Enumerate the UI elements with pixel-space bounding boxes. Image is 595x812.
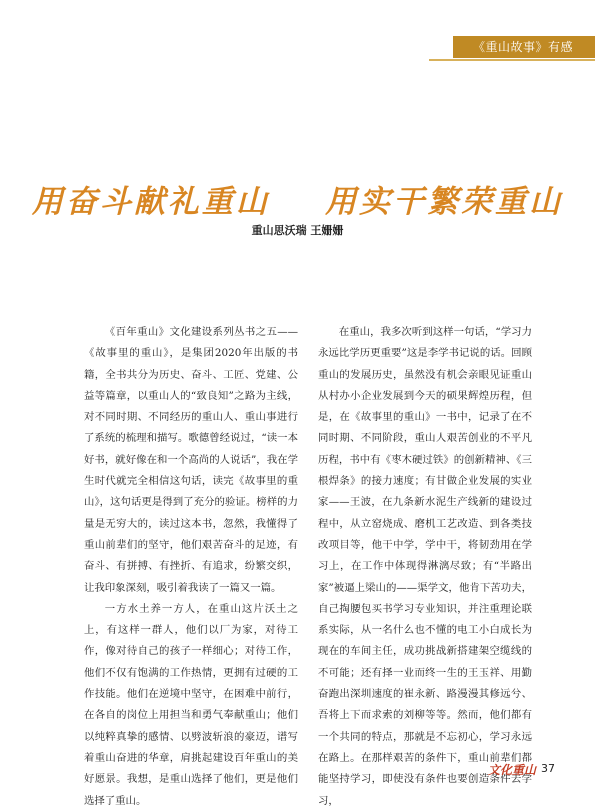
article-title: 用奋斗献礼重山 用实干繁荣重山 (31, 184, 564, 220)
column-tag: 《重山故事》有感 (453, 36, 595, 58)
paragraph: 一方水土养一方人，在重山这片沃土之上，有这样一群人，他们以厂为家，对待工作，像对待自己的孩子一样细心；对待工作，他们不仅有饱满的工作热情，更拥有过硬的工作技能。他们在逆境中坚守，在困难中前行，在各自的岗位上用担当和勇气奉献重山；他们以纯粹真挚的感情、以劈波斩浪的豪迈，谱写着重山奋进的华章，肩挑起建设百年重山的美好愿景。我想，是重山选择了他们，更是他们选择了重山。 (84, 602, 298, 807)
page-number: 37 (541, 762, 555, 775)
header-rule (429, 59, 595, 61)
magazine-logo: 文化重山 (488, 763, 537, 777)
left-column (84, 322, 298, 812)
article-authors: 重山思沃瑞 王姗姗 (251, 224, 344, 237)
right-column (318, 322, 532, 812)
paragraph: 在重山，我多次听到这样一句话，“学习力永远比学历更重要”这是李学书记说的话。回顾重山的发展历史，虽然没有机会亲眼见证重山从村办小企业发展到今天的硕果辉煌历程，但是，在《故事里的重山》一书中，记录了在不同时期、不同阶段，重山人艰苦创业的不平凡历程，书中有《枣木硬过铁》的创新精神、《三根焊条》的接力速度；有甘做企业发展的实业家——王波，在九条新水泥生产线新的建设过程中，从立窑烧成、磨机工艺改造、到各类技改项目等，他干中学，学中干，将韧劲用在学习上，在工作中体现得淋漓尽致；有“半路出家”被逼上梁山的——渠学文，他肯下苦功夫，自己掏腰包买书学习专业知识，并注重理论联系实际，从一名什么也不懂的电工小白成长为现在的车间主任，成功挑战新搭建架空缆线的不可能；还有择一业而终一生的王玉祥、用勤奋跑出深圳速度的崔永新、路漫漫其修远兮、吾将上下而求索的刘柳等等。然而，他们都有一个共同的特点，那就是不忘初心，学习永远在路上。在那样艰苦的条件下，重山前辈们都能坚持学习，即使没有条件也要创造条件去学习， (318, 326, 532, 807)
column-header (0, 36, 595, 62)
paragraph: 《百年重山》文化建设系列丛书之五——《故事里的重山》，是集团2020年出版的书籍，全书共分为历史、奋斗、工匠、党建、公益等篇章，以重山人的“致良知”之路为主线，对不同时期、不同经历的重山人、重山事进行了系统的梳理和描写。歌德曾经说过，“读一本好书，就好像在和一个高尚的人说话”，我在学生时代就完全相信这句话，读完《故事里的重山》，这句话更是得到了充分的验证。榜样的力量是无穷大的，读过这本书，忽然，我懂得了重山前辈们的坚守，他们艰苦奋斗的足迹，有奋斗、有拼搏、有挫折、有追求，纷繁交织，让我印象深刻，吸引着我读了一篇又一篇。 (84, 326, 298, 594)
